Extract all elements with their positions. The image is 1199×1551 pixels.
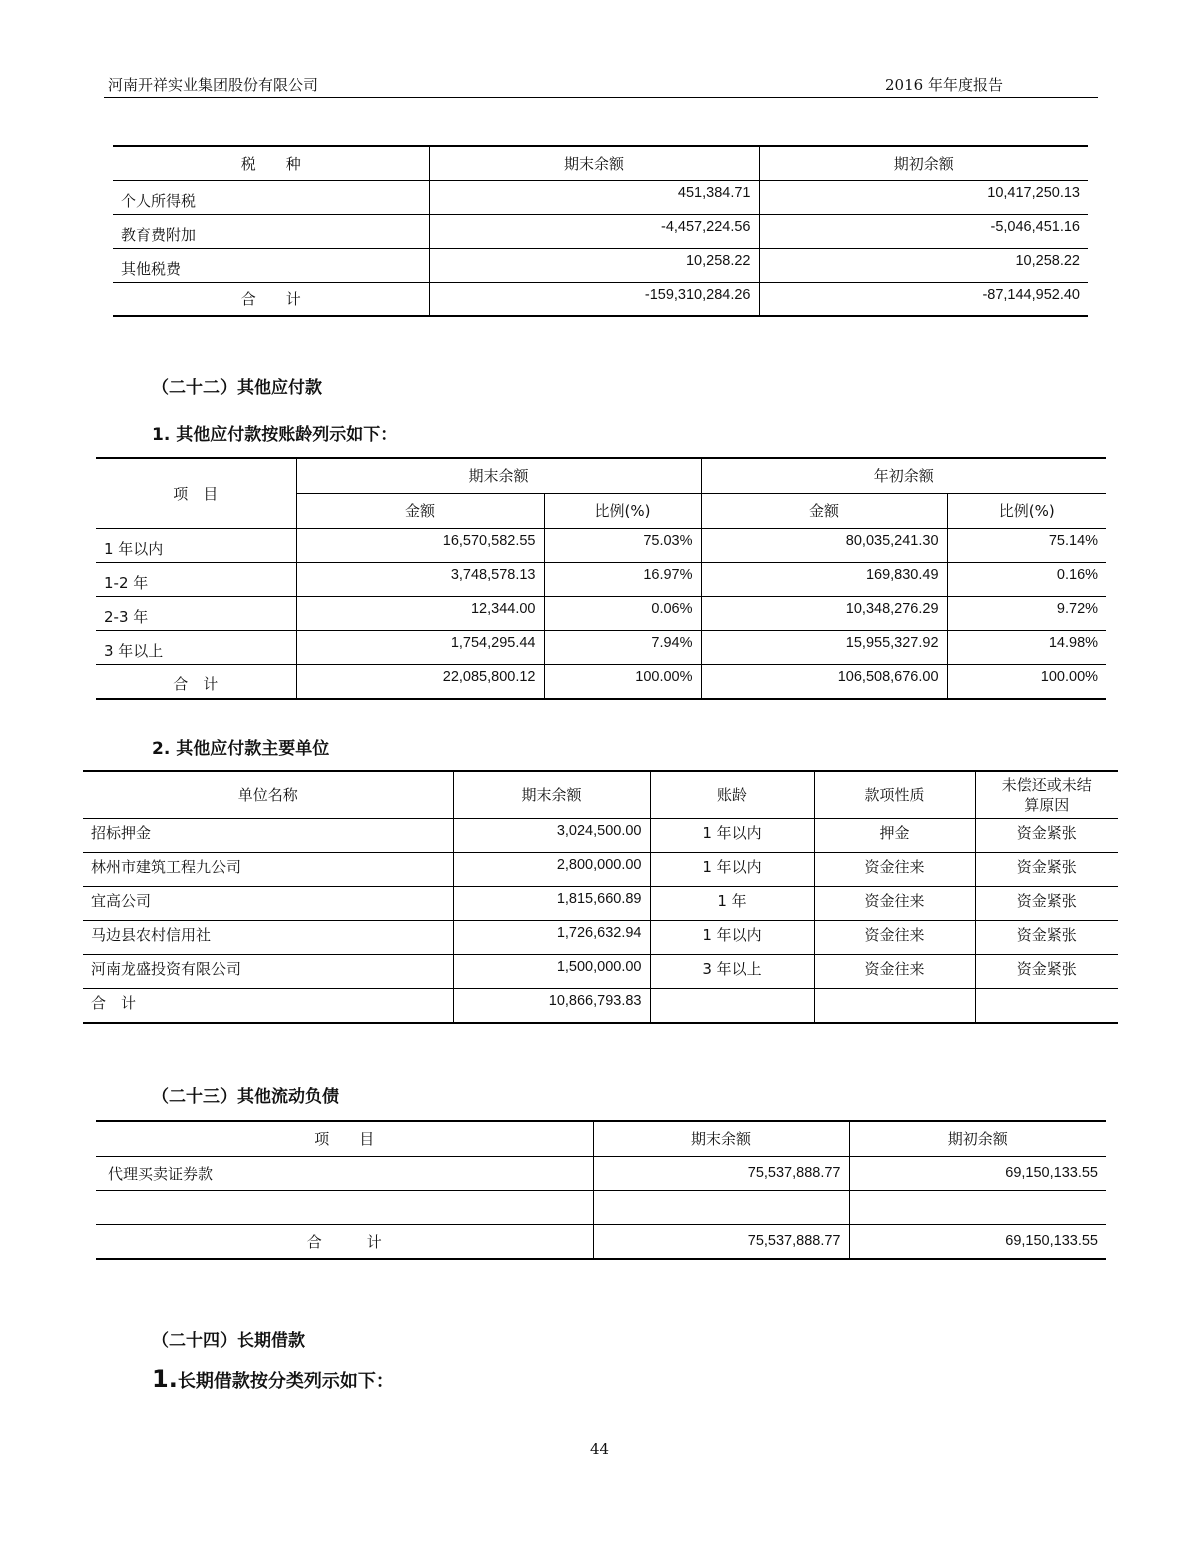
unit-name: 林州市建筑工程九公司 (83, 852, 453, 886)
section-24-sub1-number: 1. (152, 1365, 178, 1393)
unit-nature: 押金 (814, 818, 975, 852)
aging-row-label: 3 年以上 (96, 630, 296, 664)
section-24-title: （二十四）长期借款 (152, 1331, 305, 1351)
unit-name: 宜高公司 (83, 886, 453, 920)
unit-aging: 1 年以内 (650, 818, 814, 852)
unit-nature: 资金往来 (814, 954, 975, 988)
aging-begin-amount: 80,035,241.30 (701, 528, 947, 562)
section-22-title: （二十二）其他应付款 (152, 378, 322, 398)
units-total-label: 合 计 (83, 988, 453, 1023)
tax-table (113, 145, 1088, 317)
aging-begin-amount: 10,348,276.29 (701, 596, 947, 630)
unit-balance: 3,024,500.00 (453, 818, 650, 852)
section-24-sub1-text: 长期借款按分类列示如下： (177, 1371, 394, 1392)
aging-total-end-ratio: 100.00% (544, 664, 701, 699)
aging-end-ratio: 75.03% (544, 528, 701, 562)
aging-total-end-amount: 22,085,800.12 (296, 664, 544, 699)
header-end-balance: 期末余额 (593, 1121, 849, 1156)
header-item: 项 目 (96, 1121, 593, 1156)
current-total-label: 合 计 (96, 1224, 593, 1259)
unit-name: 招标押金 (83, 818, 453, 852)
unit-aging: 1 年以内 (650, 852, 814, 886)
aging-end-amount: 12,344.00 (296, 596, 544, 630)
aging-begin-amount: 15,955,327.92 (701, 630, 947, 664)
header-amount: 金额 (701, 493, 947, 528)
tax-total-end: -159,310,284.26 (429, 282, 759, 316)
tax-row-begin: 10,258.22 (759, 248, 1088, 282)
tax-row-label: 其他税费 (113, 248, 429, 282)
unit-nature: 资金往来 (814, 852, 975, 886)
unit-nature: 资金往来 (814, 920, 975, 954)
aging-begin-ratio: 9.72% (947, 596, 1106, 630)
tax-row-end: 10,258.22 (429, 248, 759, 282)
aging-begin-amount: 169,830.49 (701, 562, 947, 596)
unit-reason: 资金紧张 (975, 954, 1118, 988)
header-end-balance: 期末余额 (296, 458, 701, 493)
header-begin-balance: 期初余额 (849, 1121, 1106, 1156)
header-aging: 账龄 (650, 771, 814, 818)
tax-total-label: 合 计 (113, 282, 429, 316)
header-item: 项 目 (96, 458, 296, 528)
units-total-balance: 10,866,793.83 (453, 988, 650, 1023)
header-unpaid-reason-line2: 算原因 (1024, 795, 1070, 814)
unit-balance: 1,500,000.00 (453, 954, 650, 988)
aging-end-amount: 3,748,578.13 (296, 562, 544, 596)
unit-aging: 1 年以内 (650, 920, 814, 954)
header-begin-balance: 年初余额 (701, 458, 1106, 493)
current-row-begin: 69,150,133.55 (849, 1156, 1106, 1190)
header-begin-balance: 期初余额 (759, 146, 1088, 180)
unit-balance: 1,726,632.94 (453, 920, 650, 954)
header-unit-name: 单位名称 (83, 771, 453, 818)
unit-reason: 资金紧张 (975, 818, 1118, 852)
current-empty-end (593, 1190, 849, 1224)
aging-end-amount: 16,570,582.55 (296, 528, 544, 562)
header-end-balance: 期末余额 (453, 771, 650, 818)
units-total-reason (975, 988, 1118, 1023)
aging-end-ratio: 7.94% (544, 630, 701, 664)
unit-reason: 资金紧张 (975, 920, 1118, 954)
aging-row-label: 1 年以内 (96, 528, 296, 562)
aging-begin-ratio: 14.98% (947, 630, 1106, 664)
aging-end-ratio: 0.06% (544, 596, 701, 630)
units-total-nature (814, 988, 975, 1023)
units-total-aging (650, 988, 814, 1023)
header-ratio: 比例(%) (947, 493, 1106, 528)
aging-row-label: 2-3 年 (96, 596, 296, 630)
aging-table (96, 457, 1106, 700)
unit-aging: 1 年 (650, 886, 814, 920)
header-unpaid-reason (975, 771, 1118, 818)
unit-reason: 资金紧张 (975, 852, 1118, 886)
tax-row-label: 教育费附加 (113, 214, 429, 248)
header-tax-type: 税 种 (113, 146, 429, 180)
tax-row-begin: 10,417,250.13 (759, 180, 1088, 214)
aging-begin-ratio: 0.16% (947, 562, 1106, 596)
tax-total-begin: -87,144,952.40 (759, 282, 1088, 316)
current-row-end: 75,537,888.77 (593, 1156, 849, 1190)
unit-name: 河南龙盛投资有限公司 (83, 954, 453, 988)
header-end-balance: 期末余额 (429, 146, 759, 180)
aging-begin-ratio: 75.14% (947, 528, 1106, 562)
unit-aging: 3 年以上 (650, 954, 814, 988)
unit-reason: 资金紧张 (975, 886, 1118, 920)
tax-row-label: 个人所得税 (113, 180, 429, 214)
unit-nature: 资金往来 (814, 886, 975, 920)
current-empty-begin (849, 1190, 1106, 1224)
section-24-sub1 (152, 1365, 394, 1393)
aging-total-begin-amount: 106,508,676.00 (701, 664, 947, 699)
tax-row-end: 451,384.71 (429, 180, 759, 214)
current-total-end: 75,537,888.77 (593, 1224, 849, 1259)
report-title: 2016 年年度报告 (885, 76, 1003, 94)
unit-balance: 2,800,000.00 (453, 852, 650, 886)
aging-total-begin-ratio: 100.00% (947, 664, 1106, 699)
units-table (83, 770, 1118, 1024)
unit-balance: 1,815,660.89 (453, 886, 650, 920)
aging-row-label: 1-2 年 (96, 562, 296, 596)
section-23-title: （二十三）其他流动负债 (152, 1087, 339, 1107)
header-ratio: 比例(%) (544, 493, 701, 528)
unit-name: 马边县农村信用社 (83, 920, 453, 954)
tax-row-begin: -5,046,451.16 (759, 214, 1088, 248)
header-nature: 款项性质 (814, 771, 975, 818)
aging-end-ratio: 16.97% (544, 562, 701, 596)
current-empty-label (96, 1190, 593, 1224)
current-total-begin: 69,150,133.55 (849, 1224, 1106, 1259)
header-unpaid-reason-line1: 未偿还或未结 (1001, 775, 1092, 794)
current-liabilities-table (96, 1120, 1106, 1260)
page-number: 44 (589, 1440, 610, 1458)
section-22-sub1: 1. 其他应付款按账龄列示如下： (152, 425, 398, 445)
header-amount: 金额 (296, 493, 544, 528)
aging-total-label: 合 计 (96, 664, 296, 699)
tax-row-end: -4,457,224.56 (429, 214, 759, 248)
company-name: 河南开祥实业集团股份有限公司 (108, 76, 319, 94)
current-row-label: 代理买卖证券款 (96, 1156, 593, 1190)
aging-end-amount: 1,754,295.44 (296, 630, 544, 664)
header-divider (104, 97, 1098, 98)
section-22-sub2: 2. 其他应付款主要单位 (152, 739, 330, 759)
